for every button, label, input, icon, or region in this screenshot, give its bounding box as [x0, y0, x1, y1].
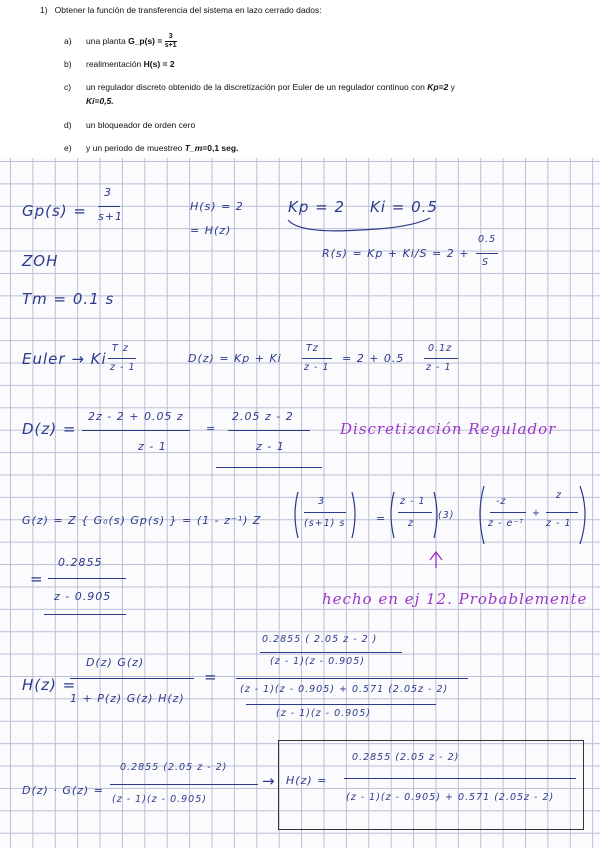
dz-label: D(z) = Kp + Ki — [188, 352, 282, 365]
tm-hand: Tm = 0.1 s — [22, 290, 115, 308]
item-text: y un periodo de muestreo — [86, 143, 183, 153]
feedback-line1: H(s) = 2 — [190, 200, 244, 213]
gz-right-paren — [352, 492, 355, 538]
item-label: a) — [64, 35, 72, 46]
item-text: una planta — [86, 35, 126, 46]
final-num: 0.2855 (2.05 z - 2) — [352, 752, 460, 763]
regulator-rs: R(s) = Kp + Ki/S = 2 + — [322, 247, 470, 260]
zoh-label: ZOH — [22, 252, 59, 270]
dg-num: 0.2855 (2.05 z - 2) — [120, 762, 228, 773]
gz-t1-den: z - e⁻ᵀ — [488, 518, 524, 529]
dz-num: Tz — [306, 343, 319, 354]
hz-den: 1 + P(z) G(z) H(z) — [70, 692, 185, 705]
note-discretization: Discretización Regulador — [340, 420, 557, 438]
p1-right-paren — [434, 492, 437, 538]
euler-num: T z — [112, 343, 129, 354]
problem-number: 1) — [40, 5, 48, 15]
item-label: e) — [64, 143, 72, 153]
feedback-line2: = H(z) — [190, 224, 232, 237]
item-text: un regulador discreto obtenido de la discretización por Euler de un regulador continuo con — [86, 82, 425, 92]
feedback-formula: H(s) = 2 — [143, 59, 175, 69]
p1-left-paren — [391, 492, 394, 538]
plant-den: s+1 — [98, 210, 123, 223]
result-eq: = — [30, 570, 44, 588]
plant-numerator: 3 — [165, 33, 177, 42]
item-label: d) — [64, 120, 72, 130]
kp-value: Kp=2 — [427, 82, 449, 92]
gz-eq: = — [376, 512, 387, 525]
gz-p1-den: z — [408, 518, 414, 529]
dg-den: (z - 1)(z - 0.905) — [112, 794, 207, 805]
item-text: realimentación — [86, 59, 142, 69]
gz-left-paren — [295, 492, 298, 538]
plant-formula: G_p(s) = — [128, 35, 163, 46]
hz-label: H(z) = — [22, 676, 77, 694]
dz2-label: D(z) = — [22, 420, 77, 438]
euler-den: z - 1 — [110, 362, 136, 373]
rs-num: 0.5 — [478, 234, 497, 245]
dz2-num: 2z - 2 + 0.05 z — [88, 410, 184, 423]
dz2-eq: = — [206, 422, 217, 435]
terms-left-paren — [480, 486, 484, 544]
dz-den: z - 1 — [304, 362, 330, 373]
result-den: z - 0.905 — [54, 590, 112, 603]
hz-num: D(z) G(z) — [86, 656, 145, 669]
final-den: (z - 1)(z - 0.905) + 0.571 (2.05z - 2) — [346, 792, 555, 803]
hz-eq: = — [204, 668, 218, 686]
problem-text: Obtener la función de transferencia del sistema en lazo cerrado dados: — [54, 5, 322, 15]
tm-value: =0,1 seg. — [202, 143, 239, 153]
plant-num: 3 — [104, 186, 112, 199]
ki-value: Ki=0,5. — [86, 96, 114, 106]
dz2-den2: z - 1 — [256, 440, 285, 453]
plant-denominator: s+1 — [164, 42, 177, 49]
dz2-den: z - 1 — [138, 440, 167, 453]
result-num: 0.2855 — [58, 556, 103, 569]
gz-t1-num: -z — [496, 496, 507, 507]
final-label: H(z) = — [286, 774, 328, 787]
tm-symbol: T_m — [184, 143, 203, 153]
gz-plus: + — [532, 508, 541, 519]
item-conjunction: y — [450, 82, 455, 92]
plant-label: Gp(s) = — [22, 202, 88, 220]
dg-arrow: → — [262, 772, 276, 790]
dz2-num2: 2.05 z - 2 — [232, 410, 294, 423]
item-label: b) — [64, 59, 72, 69]
kp-ki-brace — [288, 218, 430, 231]
rs-den: S — [482, 257, 490, 268]
hz-big-num1: 0.2855 ( 2.05 z - 2 ) — [262, 634, 378, 645]
euler-label: Euler → Ki — [22, 350, 107, 368]
gz-t2-num: z — [556, 490, 562, 501]
dg-label: D(z) · G(z) = — [22, 784, 104, 797]
dz-den2: z - 1 — [426, 362, 452, 373]
dz-num2: 0.1z — [428, 343, 453, 354]
item-label: c) — [64, 82, 72, 92]
ki-hand: Ki = 0.5 — [370, 198, 438, 216]
note-arrow-icon — [430, 552, 442, 568]
item-text: un bloqueador de orden cero — [86, 120, 196, 130]
gz-p1-num: z - 1 — [400, 496, 426, 507]
gz-t2-den: z - 1 — [546, 518, 572, 529]
terms-right-paren — [580, 486, 585, 544]
note-previous-exercise: hecho en ej 12. Probablemente — [322, 590, 588, 608]
hz-big-num2: (z - 1)(z - 0.905) — [270, 656, 365, 667]
gz-three: (3) — [438, 510, 455, 521]
gz-num: 3 — [318, 496, 326, 507]
hz-big-den2: (z - 1)(z - 0.905) — [276, 708, 371, 719]
hz-big-den1: (z - 1)(z - 0.905) + 0.571 (2.05z - 2) — [240, 684, 449, 695]
dz-mid: = 2 + 0.5 — [342, 352, 405, 365]
kp-hand: Kp = 2 — [288, 198, 346, 216]
gz-den: (s+1) s — [304, 518, 346, 529]
gz-label: G(z) = Z { G₀(s) Gp(s) } = (1 - z⁻¹) Z — [22, 514, 262, 527]
